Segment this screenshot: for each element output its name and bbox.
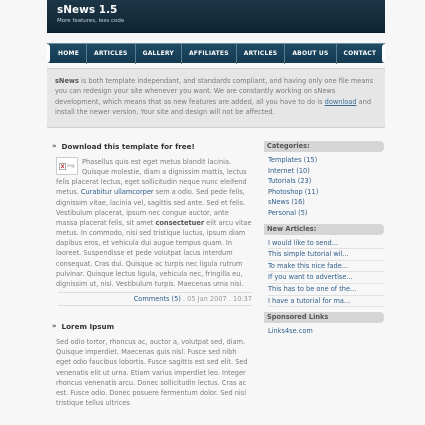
post-title-text[interactable]: Download this template for free!: [61, 141, 195, 151]
article-item[interactable]: If you want to advertise...: [268, 272, 384, 284]
intro-box: [47, 68, 385, 128]
site-header: [47, 0, 385, 33]
site-title[interactable]: sNews 1.5: [57, 4, 118, 16]
nav-gallery[interactable]: GALLERY: [136, 44, 182, 64]
category-item[interactable]: Photoshop (11): [268, 187, 319, 196]
nav-affiliates[interactable]: AFFILIATES: [182, 44, 237, 64]
main-content: [52, 140, 252, 408]
post: [52, 140, 252, 306]
broken-image-icon: x img: [56, 157, 78, 175]
post-meta: [58, 292, 252, 306]
article-item[interactable]: This has to be one of the...: [268, 284, 384, 296]
download-link[interactable]: download: [324, 97, 357, 106]
post-text-a: Phasellus quis est eget metus blandit lacinia. Quisque molestie, diam a dignissim mattis, lectus felis placerat lectus, eget sollicitudin neque nunc eleifend metus.: [56, 158, 247, 197]
site-subtitle: More features, less code: [57, 18, 125, 24]
post-text-c: elit arcu vitae metus. In commodo, nisi sed tristique luctus, ipsum diam dapibus eros, et vehicula dui augue tempus quam. In laoreet. Suspendisse et pede volutpat lacus interdum consequat. Cras dui. Quisque ac turpis nec ligula rutrum pulvinar. Quisque lectus ligula, vehicula nec, fringilla eu, dignissim ut, nisl. Vestibulum turpis. Maecenas urna nisi.: [56, 218, 252, 288]
category-item[interactable]: sNews (16): [268, 198, 305, 207]
sponsored-link[interactable]: Links4se.com: [268, 327, 313, 336]
post-date: . 05 Jan 2007 . 10:37: [180, 295, 252, 304]
post-title-text[interactable]: Lorem Ipsum: [61, 321, 115, 331]
post-title[interactable]: [52, 320, 252, 332]
category-item[interactable]: Tutorials (23): [268, 177, 312, 186]
article-item[interactable]: I would like to send...: [268, 238, 384, 250]
new-articles-heading: New Articles:: [264, 224, 384, 235]
intro-brand: sNews: [55, 77, 79, 85]
category-item[interactable]: Templates (15): [268, 156, 318, 164]
main-nav: [47, 43, 385, 63]
sponsored-heading: Sponsored Links: [264, 312, 384, 323]
nav-contact[interactable]: CONTACT: [343, 49, 377, 57]
intro-text-1: is both template independant, and standards compliant, and having only one file means you can redesign your site whenever you want. We are constantly working on sNews development, which means that as new features are added, all you have to do is: [55, 77, 373, 106]
article-item[interactable]: To make this nice fade...: [268, 261, 384, 273]
category-item[interactable]: Internet (10): [268, 166, 310, 175]
post-body: [56, 157, 252, 289]
comments-link[interactable]: Comments (5): [133, 295, 181, 304]
categories-heading: Categories:: [264, 141, 384, 152]
post-text-b: sem a odio. Sed pede felis, dignissim vitae, lacinia vel, sagittis sed ante. Sed et felis. Vestibulum placerat, ipsum nec congue auctor, ante massa placerat felis, sit amet: [56, 188, 246, 227]
article-item[interactable]: I have a tutorial for ma...: [268, 296, 384, 308]
category-item[interactable]: Personal (5): [268, 208, 308, 217]
nav-home[interactable]: HOME: [51, 44, 87, 64]
new-articles-list: [264, 235, 384, 313]
nav-articles-2[interactable]: ARTICLES: [237, 44, 286, 64]
sidebar: [264, 141, 384, 342]
chevron-right-icon: »: [52, 322, 57, 331]
post-bold: consectetuer: [155, 218, 205, 227]
post: [52, 320, 252, 408]
nav-articles[interactable]: ARTICLES: [87, 44, 136, 64]
intro-text-2: and install the newer version. Your site and design will not be affected.: [55, 97, 372, 116]
sponsored-list: [264, 323, 384, 342]
categories-list: [264, 152, 384, 224]
post-link[interactable]: Curabitur ullamcorper: [80, 188, 154, 197]
post-body: Sed odio tortor, rhoncus ac, auctor a, volutpat sed, diam. Quisque imperdiet. Maecenas quis nisl. Fusce sed nibh eget odio faucibus lobortis. Fusce sagittis est sed elit. Sed venenatis elit ut urna. Etiam varius imperdiet leo. Integer rhoncus venenatis arcu. Donec sollicitudin lectus. Cras ac est. Fusce odio. Donec posuere fermentum dolor. Sed nisi tristique tellus ultrices: [56, 338, 248, 407]
nav-about-us[interactable]: ABOUT US: [285, 44, 336, 64]
chevron-right-icon: »: [52, 142, 57, 150]
article-item[interactable]: This simple tutorial wil...: [268, 249, 384, 261]
image-alt-text: img: [67, 162, 75, 168]
post-title[interactable]: [52, 140, 252, 152]
